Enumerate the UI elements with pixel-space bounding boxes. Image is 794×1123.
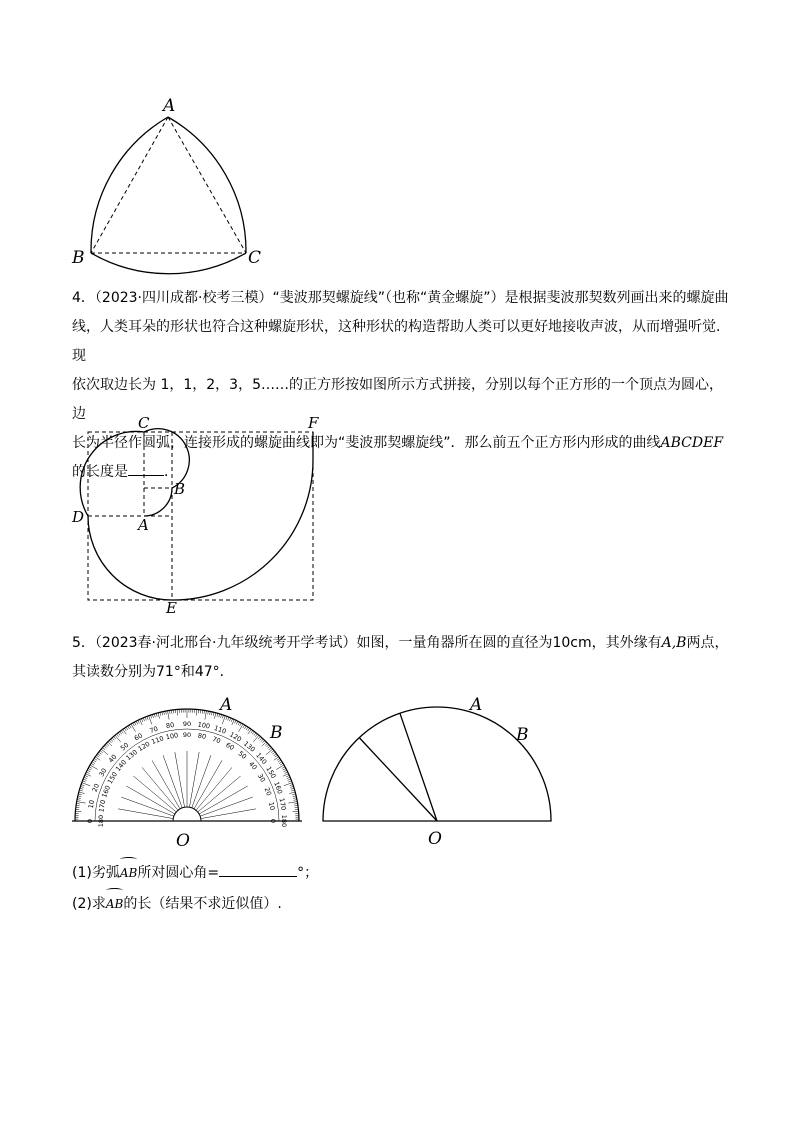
protractor-tick [268,746,271,748]
protractor-outer-label: 40 [106,752,119,765]
protractor-tick [129,725,131,728]
protractor-tick [109,740,111,743]
protractor-outer-label: 0 [86,818,94,824]
protractor-tick [228,717,229,720]
protractor-tick [83,779,86,780]
protractor-tick [151,715,152,718]
q4-line5-end: ． [164,464,178,480]
protractor-tick [293,811,299,812]
protractor-inner-label: 140 [114,758,129,774]
protractor-tick [78,794,81,795]
protractor-tick [288,779,291,780]
protractor-tick [288,781,291,782]
protractor-tick [145,717,146,720]
protractor-ray [121,797,174,816]
sub2-prefix: (2)求 [72,896,106,912]
protractor-ray [163,755,182,808]
protractor-tick [284,770,287,772]
protractor-inner-label: 110 [150,734,165,747]
protractor-tick [133,723,135,726]
protractor-inner-label: 30 [255,772,268,784]
protractor-tick [254,733,256,736]
label-a: A [470,695,483,715]
protractor-tick [79,790,82,791]
protractor-outer-label: 60 [132,731,145,743]
label-d: D [72,508,85,526]
protractor-ray [200,797,253,816]
q4-line5: 的长度是 [72,464,128,480]
protractor-tick [291,790,294,791]
protractor-tick [293,796,296,797]
protractor-inner-label: 160 [100,784,113,799]
protractor-tick [100,751,103,753]
protractor-tick [292,794,295,795]
sub-question-1 [72,856,732,888]
protractor-outer-label: 90 [182,720,192,728]
semicircle-figure [310,690,570,850]
q4-line1: “斐波那契螺旋线”（也称“黄金螺旋”）是根据斐波那契数列画出来的螺旋曲 [272,290,729,306]
protractor-tick [168,711,170,720]
protractor-tick [80,786,83,787]
q5-number: 5． [72,635,95,651]
protractor-tick [252,732,254,735]
protractor-tick [266,749,273,755]
q5-points: A,B [661,635,687,651]
protractor-outer-label: 70 [148,724,160,736]
protractor-tick [143,718,144,721]
protractor-tick [262,740,264,743]
protractor-outer-label: 130 [242,739,257,754]
protractor-inner-label: 100 [165,731,179,742]
protractor-tick [248,728,250,731]
protractor-tick [77,800,80,801]
protractor-tick [80,788,83,789]
protractor-tick [217,713,218,716]
protractor-tick [141,719,142,722]
spiral-curve [80,429,313,600]
side-ac [168,117,246,253]
protractor-tick [104,746,107,748]
protractor-tick [91,763,94,765]
protractor-tick [278,760,281,762]
q4-number: 4． [72,290,95,306]
protractor-tick [98,754,101,756]
protractor-tick [101,749,108,755]
label-a: A [163,96,176,116]
protractor-tick [102,748,105,750]
protractor-tick [106,743,109,745]
protractor-tick [294,800,297,801]
side-ab [91,117,168,253]
q5-line1: 如图，一量角器所在圆的直径为10cm，其外缘有 [356,635,662,651]
protractor-inner-label: 70 [211,735,222,746]
protractor-tick [138,720,140,723]
protractor-tick [93,760,96,762]
protractor-inner-label: 180 [97,814,105,828]
protractor-ray [201,809,256,819]
protractor-tick [214,713,216,719]
protractor-outer-label: 20 [90,782,102,794]
protractor-tick [255,734,257,737]
answer-blank [219,862,297,877]
protractor-outer-label: 150 [264,765,278,780]
protractor-tick [213,712,214,715]
protractor-ray [192,755,211,808]
protractor-tick [260,738,262,741]
protractor-tick [120,732,122,735]
protractor-tick [291,788,294,789]
protractor-tick [285,772,288,774]
protractor-tick [231,719,232,722]
protractor-tick [77,802,86,804]
protractor-tick [82,781,85,782]
protractor-tick [240,723,242,726]
radius-oa [400,713,437,821]
protractor-outer-label: 80 [165,720,175,731]
protractor-tick [81,785,84,786]
q5-source: （2023春·河北邢台·九年级统考开学考试） [94,635,357,651]
protractor-outer-label: 30 [97,766,109,779]
protractor-tick [75,811,81,812]
fibonacci-spiral-figure [60,410,340,615]
label-b: B [270,723,283,743]
protractor-tick [246,727,248,730]
protractor-tick [92,762,95,764]
q4-source: （2023·四川成都·校考三模） [94,290,273,306]
protractor-inner-label: 130 [124,748,140,763]
sub1-end: °； [297,865,319,881]
protractor-tick [239,724,244,732]
protractor-outer-label: 170 [277,797,288,811]
protractor-tick [131,724,136,732]
protractor-tick [160,712,161,715]
label-b: B [174,480,186,498]
q4-curve-name: ABCDEF [660,435,724,451]
protractor-tick [290,786,293,787]
protractor-inner-label: 0 [269,818,277,824]
protractor-tick [243,725,245,728]
protractor-tick [205,711,207,720]
protractor-tick [211,712,212,715]
protractor-tick [94,758,97,760]
protractor-tick [204,710,205,713]
protractor-tick [79,792,85,794]
arc-bc [91,253,246,274]
label-e: E [166,599,177,617]
outer-rectangle [88,432,313,600]
protractor-tick [258,736,260,739]
protractor-tick [272,752,275,754]
label-f: F [308,414,319,432]
label-a: A [138,516,149,534]
protractor-ray [118,809,173,819]
q4-line4: 长为半径作圆弧，连接形成的螺旋曲线即为“斐波那契螺旋线”．那么前五个正方形内形成的曲线 [72,435,661,451]
protractor-inner-label: 80 [197,731,207,741]
q4-line2: 线，人类耳朵的形状也符合这种螺旋形状，这种形状的构造帮助人类可以更好地接收声波，从而增强听觉．现 [72,319,730,364]
protractor-tick [162,712,163,715]
protractor-tick [275,755,278,757]
protractor-tick [134,722,136,725]
protractor-tick [77,798,80,799]
sub1-text: 所对圆心角= [137,865,220,881]
sub2-text: 的长（结果不求近似值）. [123,896,282,912]
protractor-tick [210,711,211,714]
protractor-tick [115,735,121,742]
protractor-tick [222,715,223,718]
protractor-outer-label: 100 [197,720,211,731]
protractor-tick [253,735,259,742]
protractor-inner-label: 120 [136,739,152,754]
protractor-tick [156,713,157,716]
protractor-tick [78,796,81,797]
protractor-tick [226,716,227,719]
protractor-tick [136,721,138,724]
protractor-outer-label: 120 [228,730,243,744]
radius-ob [359,738,437,821]
protractor-tick [282,767,285,769]
protractor-tick [85,775,88,776]
protractor-tick [85,774,90,777]
protractor-tick [87,770,90,772]
protractor-tick [90,765,98,770]
protractor-tick [169,710,170,713]
arc-ab-label: AB [106,887,123,919]
protractor-tick [277,758,280,760]
protractor-tick [294,803,297,804]
protractor-tick [76,803,79,804]
protractor-tick [229,718,230,721]
label-c: C [248,248,262,268]
protractor-tick [283,774,288,777]
protractor-body [72,709,302,827]
q4-line3: 依次取边长为 1，1，2，3，5……的正方形按如图所示方式拼接，分别以每个正方形的一个顶点为圆心，边 [72,377,723,422]
protractor-tick [286,775,289,776]
label-b: B [516,725,529,745]
protractor-outer-label: 110 [212,723,228,736]
protractor-tick [140,719,143,724]
protractor-tick [266,745,269,747]
protractor-tick [126,727,128,730]
label-a: A [220,695,233,715]
protractor-outer-label: 50 [118,740,131,753]
protractor-tick [111,739,113,742]
protractor-tick [114,736,116,739]
protractor-tick [86,772,89,774]
protractor-inner-label: 60 [224,740,236,753]
protractor-tick [236,721,238,724]
arc-ab-label: AB [120,856,137,888]
protractor-tick [112,738,114,741]
protractor-tick [289,792,295,794]
protractor-inner-label: 90 [182,731,192,739]
protractor-tick [261,739,263,742]
protractor-tick [121,730,123,733]
protractor-tick [238,722,240,725]
protractor-inner-label: 20 [262,786,273,797]
protractor-tick [235,720,237,723]
protractor-tick [99,752,102,754]
sub1-prefix: (1)劣弧 [72,865,120,881]
protractor-outer-label: 10 [86,799,97,809]
protractor-ray [175,752,185,807]
label-c: C [138,414,150,432]
protractor-tick [177,709,178,715]
label-o: O [428,829,442,849]
protractor-inner-label: 150 [105,770,120,786]
protractor-inner-label: 50 [236,749,249,761]
protractor-outer-label: 140 [254,751,269,766]
protractor-tick [128,726,130,729]
protractor-tick [276,765,284,770]
sub-question-2 [72,887,732,919]
protractor-tick [283,768,286,770]
protractor-tick [154,714,155,717]
protractor-outer-label: 180 [280,814,288,828]
protractor-tick [251,730,253,733]
protractor-tick [274,754,277,756]
protractor-outer-label: 160 [272,780,285,796]
protractor-tick [88,768,91,770]
protractor-tick [271,751,274,753]
protractor-tick [105,745,108,747]
q5-line1-end: 两点， [686,635,729,651]
protractor-inner-label: 170 [97,799,108,813]
question-5 [72,629,732,687]
protractor-tick [293,798,296,799]
protractor-tick [152,714,153,717]
protractor-tick [124,728,126,731]
protractor-inner-label: 40 [247,759,259,772]
protractor-tick [279,762,282,764]
label-o: O [176,831,190,851]
protractor-tick [147,716,148,719]
protractor-tick [84,777,87,778]
protractor-tick [265,743,268,745]
protractor-inner-label: 10 [267,801,277,811]
protractor-figure [60,690,320,850]
protractor-tick [288,802,297,804]
protractor-tick [118,733,120,736]
protractor-tick [117,734,119,737]
protractor-tick [208,711,209,714]
protractor-tick [164,711,165,714]
protractor-tick [89,767,92,769]
protractor-tick [280,763,283,765]
reuleaux-triangle-figure [60,95,280,275]
protractor-tick [232,719,235,724]
protractor-tick [158,713,160,719]
label-b: B [72,248,85,268]
protractor-tick [287,777,290,778]
protractor-tick [269,748,272,750]
protractor-tick [244,726,246,729]
protractor-ray [189,752,199,807]
protractor-tick [290,785,293,786]
protractor-tick [196,709,197,715]
protractor-tick [96,755,99,757]
q5-line2: 其读数分别为71°和47°． [72,664,234,680]
protractor-tick [166,711,167,714]
